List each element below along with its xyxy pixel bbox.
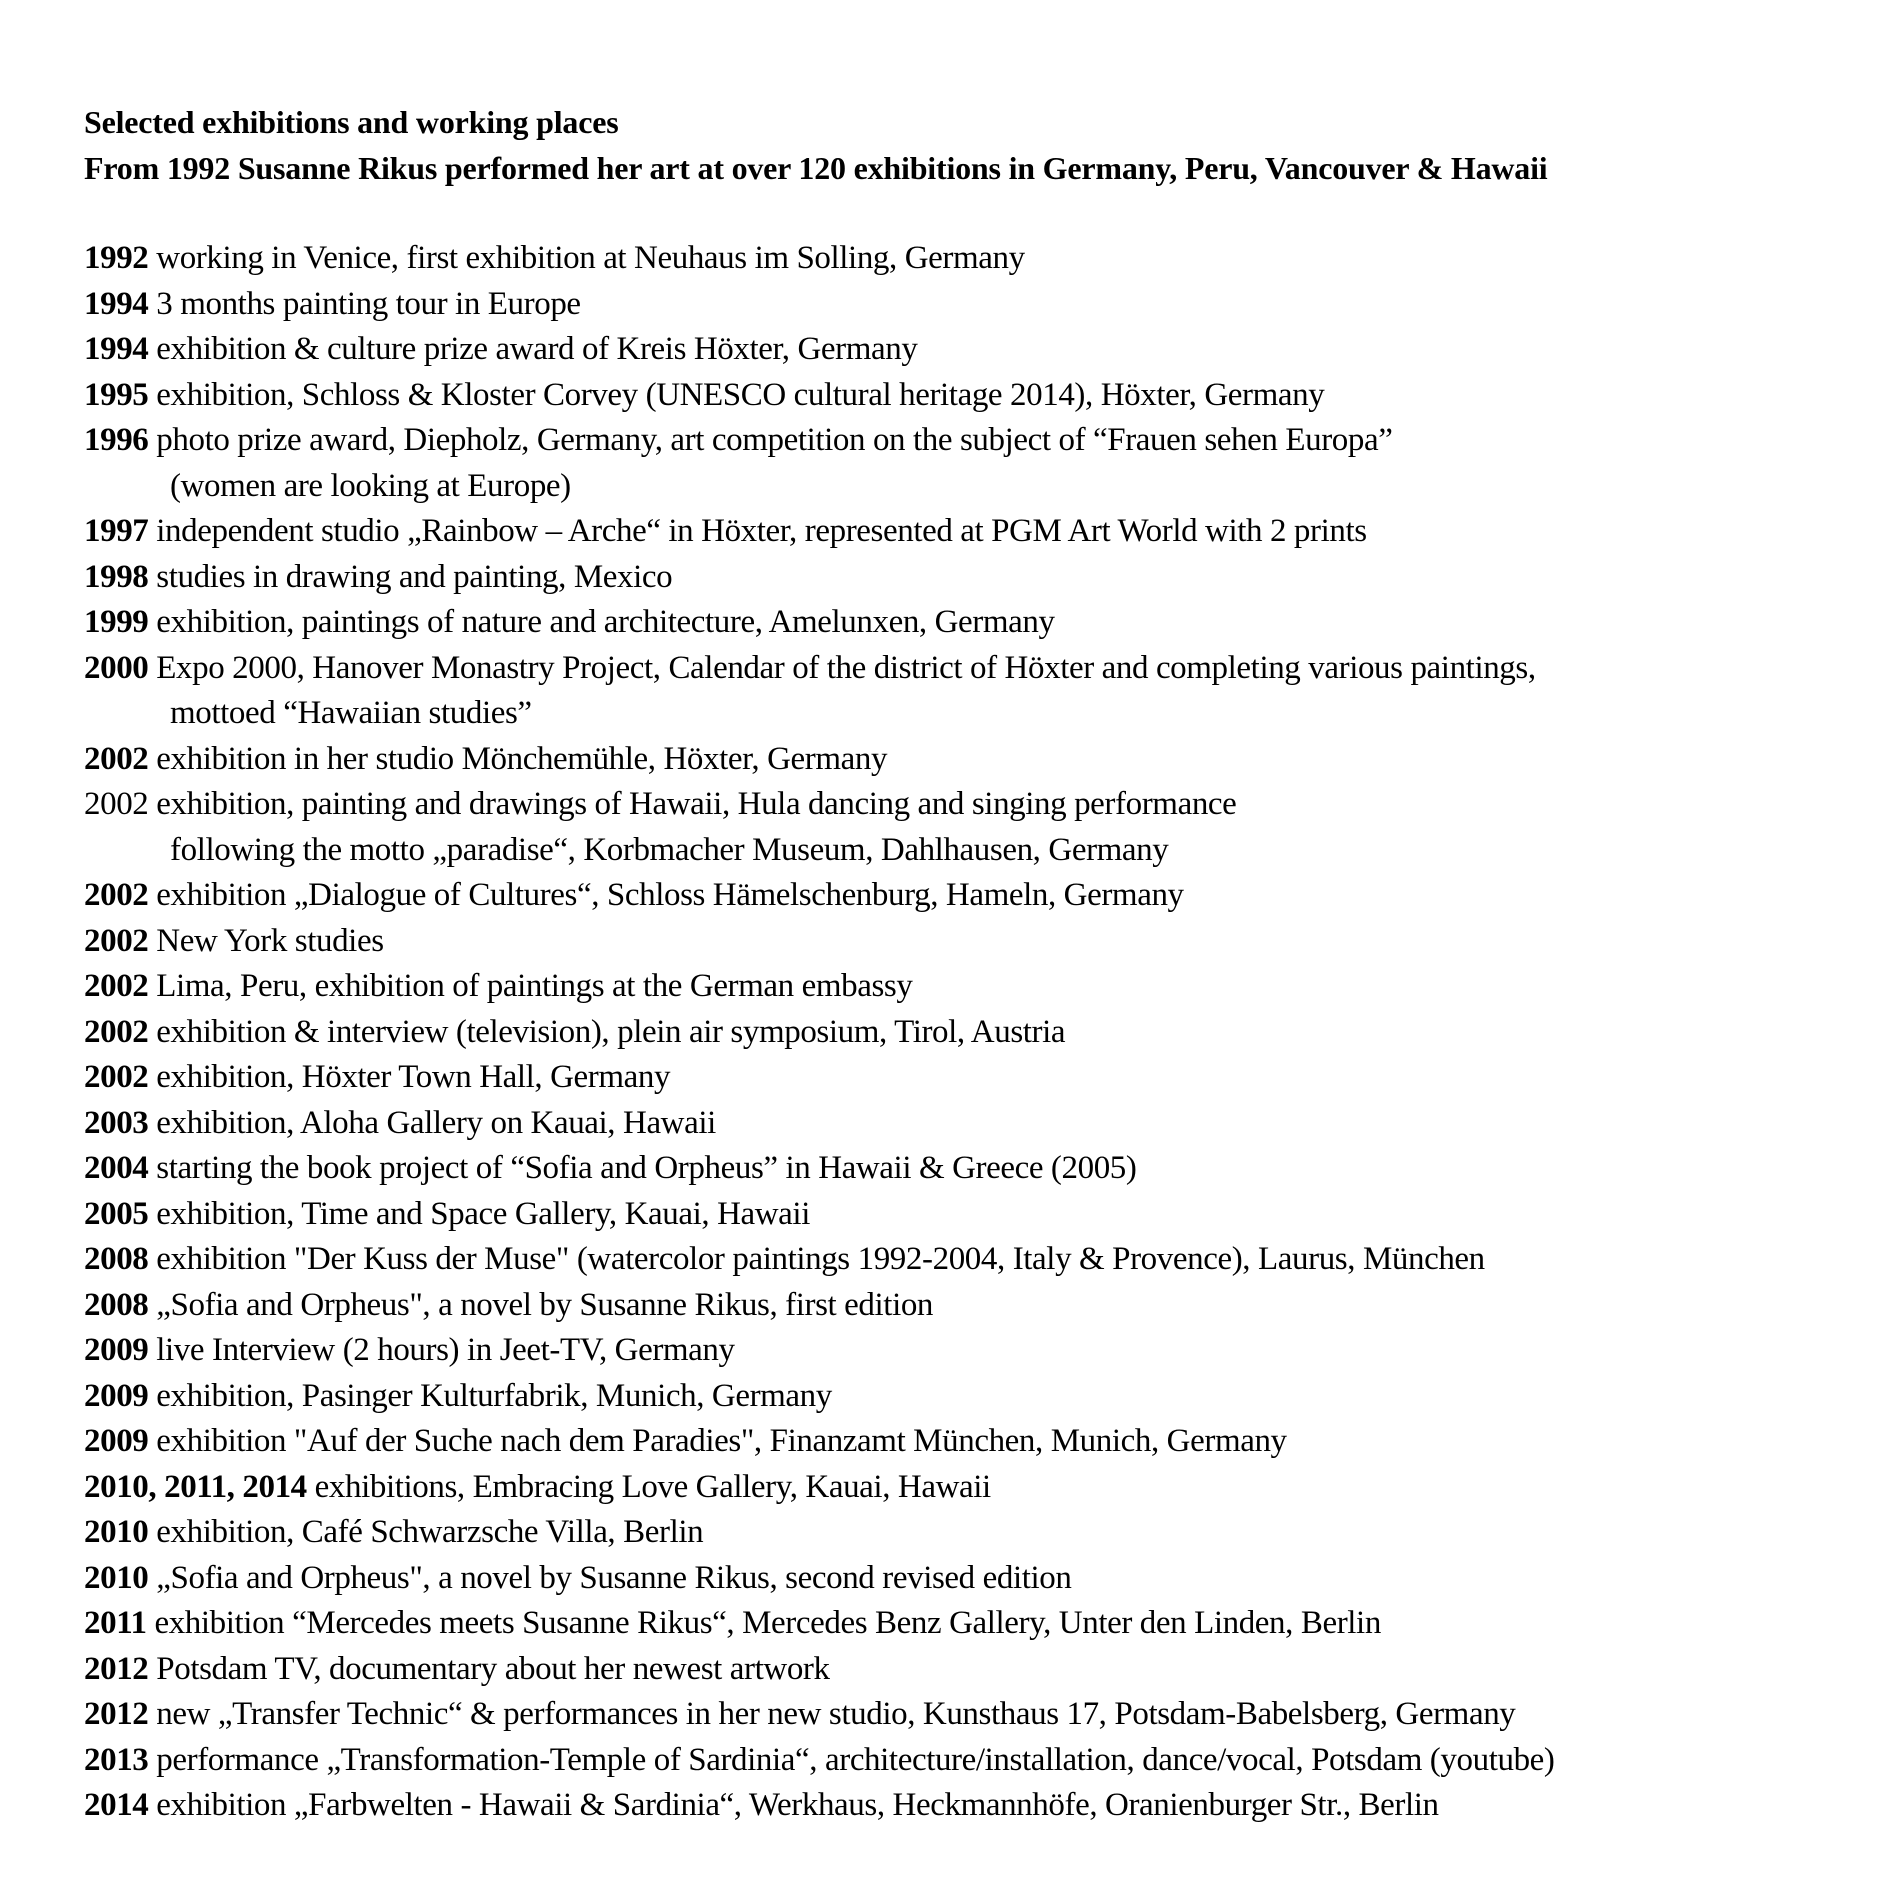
entry-line <box>84 282 1864 328</box>
entry-text: exhibition „Dialogue of Cultures“, Schloss Hämelschenburg, Hameln, Germany <box>156 877 1184 913</box>
list-item <box>84 1692 1864 1738</box>
entry-year: 2005 <box>84 1195 149 1232</box>
entry-year: 2010, 2011, 2014 <box>84 1468 307 1505</box>
entry-year: 2002 <box>84 1059 149 1095</box>
exhibition-list <box>84 236 1864 1829</box>
entry-line <box>84 1783 1864 1829</box>
list-item <box>84 1055 1864 1101</box>
entry-text: exhibition, painting and drawings of Hawaii, Hula dancing and singing performance <box>156 786 1237 822</box>
entry-year: 1994 <box>84 331 149 367</box>
entry-line <box>84 1419 1864 1465</box>
entry-text: „Sofia and Orpheus", a novel by Susanne Rikus, second revised edition <box>156 1559 1072 1596</box>
entry-line <box>84 1237 1864 1283</box>
list-item <box>84 509 1864 555</box>
entry-text: exhibition, Time and Space Gallery, Kauai, Hawaii <box>156 1195 810 1232</box>
entry-text: exhibition, Pasinger Kulturfabrik, Munich, Germany <box>156 1377 832 1414</box>
entry-year: 1999 <box>84 604 149 640</box>
entry-year: 2002 <box>84 877 149 913</box>
list-item <box>84 964 1864 1010</box>
entry-year: 1994 <box>84 285 149 322</box>
entry-line <box>84 373 1864 419</box>
list-item <box>84 919 1864 965</box>
list-item <box>84 782 1864 873</box>
entry-line <box>84 1647 1864 1693</box>
list-item <box>84 1465 1864 1511</box>
entry-line <box>84 873 1864 919</box>
entry-line <box>84 236 1864 282</box>
entry-line <box>84 737 1864 783</box>
entry-year: 2009 <box>84 1332 149 1368</box>
entry-text: „Sofia and Orpheus", a novel by Susanne Rikus, first edition <box>156 1286 934 1323</box>
list-item <box>84 1601 1864 1647</box>
entry-year: 2000 <box>84 649 149 686</box>
entry-text: exhibitions, Embracing Love Gallery, Kauai, Hawaii <box>314 1468 991 1505</box>
entry-text: exhibition “Mercedes meets Susanne Rikus“, Mercedes Benz Gallery, Unter den Linden, Berlin <box>154 1605 1381 1641</box>
entry-line <box>84 1146 1864 1192</box>
list-item <box>84 418 1864 509</box>
entry-year: 2002 <box>84 968 149 1004</box>
entry-line <box>84 1738 1864 1784</box>
entry-text: independent studio „Rainbow – Arche“ in Höxter, represented at PGM Art World with 2 prints <box>156 513 1367 549</box>
list-item <box>84 1738 1864 1784</box>
entry-line <box>84 327 1864 373</box>
entry-year: 2002 <box>84 740 149 777</box>
list-item <box>84 1146 1864 1192</box>
entry-year: 2009 <box>84 1423 149 1459</box>
list-item <box>84 1419 1864 1465</box>
list-item <box>84 327 1864 373</box>
entry-year: 2010 <box>84 1559 149 1596</box>
entry-year: 2011 <box>84 1605 147 1641</box>
entry-text: Potsdam TV, documentary about her newest artwork <box>156 1650 830 1687</box>
entry-line <box>84 1510 1864 1556</box>
entry-year: 2004 <box>84 1150 149 1186</box>
entry-year: 1997 <box>84 513 149 549</box>
entry-text: studies in drawing and painting, Mexico <box>156 558 673 595</box>
entry-line <box>84 1283 1864 1329</box>
entry-year: 2003 <box>84 1104 149 1141</box>
document-title: Selected exhibitions and working places <box>84 104 619 140</box>
entry-year: 1996 <box>84 422 149 458</box>
list-item <box>84 236 1864 282</box>
list-item <box>84 600 1864 646</box>
list-item <box>84 1510 1864 1556</box>
entry-text: New York studies <box>156 922 384 959</box>
list-item <box>84 1556 1864 1602</box>
entry-year: 2013 <box>84 1741 149 1778</box>
entry-year: 2014 <box>84 1787 149 1823</box>
entry-line <box>84 1374 1864 1420</box>
list-item <box>84 1237 1864 1283</box>
entry-continuation: (women are looking at Europe) <box>170 467 571 504</box>
entry-text: exhibition, Café Schwarzsche Villa, Berlin <box>156 1514 704 1550</box>
entry-text: exhibition & interview (television), plein air symposium, Tirol, Austria <box>156 1013 1066 1050</box>
entry-continuation: following the motto „paradise“, Korbmacher Museum, Dahlhausen, Germany <box>170 831 1169 868</box>
entry-line <box>84 646 1864 692</box>
entry-year: 2008 <box>84 1241 149 1277</box>
entry-year: 2008 <box>84 1286 149 1323</box>
entry-text: exhibition, Aloha Gallery on Kauai, Hawaii <box>156 1104 716 1141</box>
entry-text: 3 months painting tour in Europe <box>156 285 581 322</box>
list-item <box>84 1101 1864 1147</box>
entry-text: exhibition & culture prize award of Kreis Höxter, Germany <box>156 331 918 367</box>
entry-year: 2012 <box>84 1650 149 1687</box>
entry-year: 2002 <box>84 922 149 959</box>
entry-year: 1998 <box>84 558 149 595</box>
entry-line <box>84 1010 1864 1056</box>
entry-text: new „Transfer Technic“ & performances in her new studio, Kunsthaus 17, Potsdam-Babelsberg, Germany <box>156 1696 1516 1732</box>
entry-year: 2002 <box>84 1013 149 1050</box>
entry-year: 2012 <box>84 1696 149 1732</box>
entry-text: Expo 2000, Hanover Monastry Project, Calendar of the district of Höxter and completing various paintings, <box>156 649 1536 686</box>
entry-year: 1995 <box>84 376 149 413</box>
entry-line <box>84 509 1864 555</box>
entry-text: exhibition, paintings of nature and architecture, Amelunxen, Germany <box>156 604 1055 640</box>
list-item <box>84 1647 1864 1693</box>
entry-year: 1992 <box>84 240 149 276</box>
list-item <box>84 737 1864 783</box>
list-item <box>84 282 1864 328</box>
entry-text: exhibition, Schloss & Kloster Corvey (UNESCO cultural heritage 2014), Höxter, Germany <box>156 376 1325 413</box>
entry-text: exhibition in her studio Mönchemühle, Höxter, Germany <box>156 740 888 777</box>
entry-line <box>84 964 1864 1010</box>
entry-year: 2009 <box>84 1377 149 1414</box>
list-item <box>84 1374 1864 1420</box>
entry-text: live Interview (2 hours) in Jeet-TV, Germany <box>156 1332 735 1368</box>
entry-line <box>84 1692 1864 1738</box>
list-item <box>84 1192 1864 1238</box>
list-item <box>84 373 1864 419</box>
list-item <box>84 646 1864 737</box>
entry-line <box>84 1328 1864 1374</box>
entry-line <box>84 1055 1864 1101</box>
list-item <box>84 1783 1864 1829</box>
entry-text: exhibition "Der Kuss der Muse" (watercolor paintings 1992-2004, Italy & Provence), Laurus, München <box>156 1241 1485 1277</box>
document-header <box>84 100 1864 191</box>
document-page <box>84 100 1864 1829</box>
list-item <box>84 1283 1864 1329</box>
list-item <box>84 555 1864 601</box>
entry-text: exhibition "Auf der Suche nach dem Paradies", Finanzamt München, Munich, Germany <box>156 1423 1287 1459</box>
entry-continuation: mottoed “Hawaiian studies” <box>170 695 532 731</box>
entry-line <box>84 782 1864 828</box>
entry-line <box>84 1465 1864 1511</box>
entry-line <box>84 1556 1864 1602</box>
entry-line <box>84 919 1864 965</box>
list-item <box>84 1010 1864 1056</box>
list-item <box>84 873 1864 919</box>
entry-year: 2010 <box>84 1514 149 1550</box>
entry-year: 2002 <box>84 786 149 822</box>
entry-line <box>84 418 1864 464</box>
entry-line <box>84 555 1864 601</box>
entry-text: working in Venice, first exhibition at Neuhaus im Solling, Germany <box>156 240 1025 276</box>
entry-text: photo prize award, Diepholz, Germany, art competition on the subject of “Frauen sehen Europa” <box>156 422 1393 458</box>
entry-text: exhibition „Farbwelten - Hawaii & Sardinia“, Werkhaus, Heckmannhöfe, Oranienburger Str., Berlin <box>156 1787 1439 1823</box>
entry-line <box>84 1101 1864 1147</box>
entry-text: starting the book project of “Sofia and Orpheus” in Hawaii & Greece (2005) <box>156 1150 1137 1186</box>
entry-text: performance „Transformation-Temple of Sardinia“, architecture/installation, dance/vocal, Potsdam (youtube) <box>156 1741 1555 1778</box>
entry-text: exhibition, Höxter Town Hall, Germany <box>156 1059 671 1095</box>
entry-line <box>84 1601 1864 1647</box>
entry-line <box>84 600 1864 646</box>
entry-text: Lima, Peru, exhibition of paintings at the German embassy <box>156 968 913 1004</box>
entry-line <box>84 1192 1864 1238</box>
document-subtitle: From 1992 Susanne Rikus performed her art at over 120 exhibitions in Germany, Peru, Vancouver & Hawaii <box>84 149 1548 186</box>
list-item <box>84 1328 1864 1374</box>
